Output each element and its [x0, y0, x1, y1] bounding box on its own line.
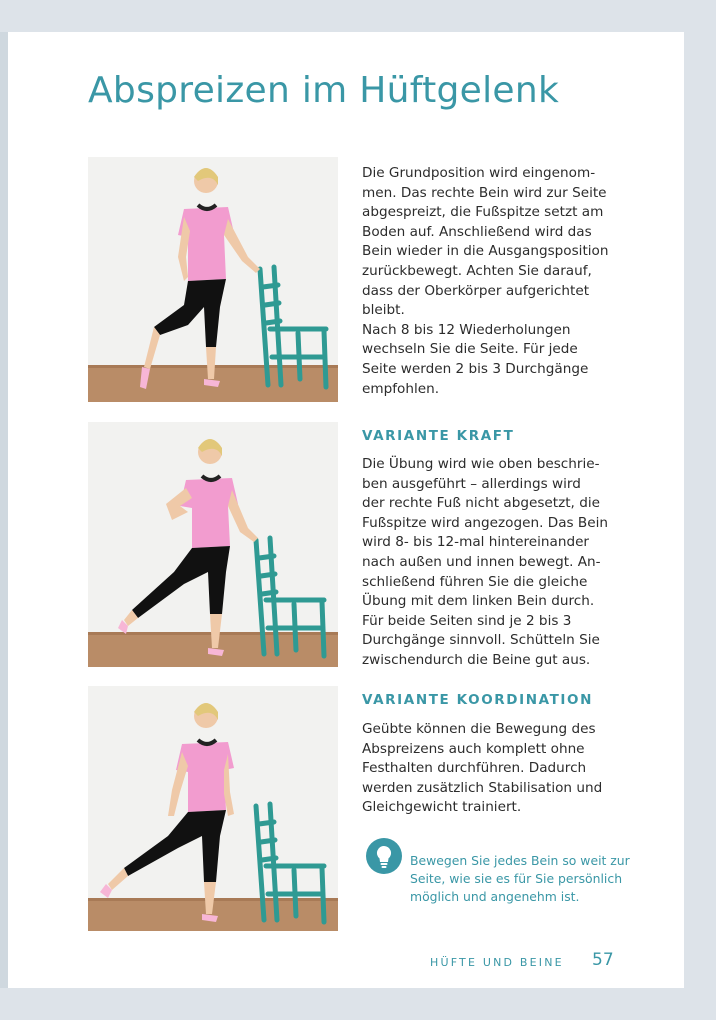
exercise-photo-kraft [88, 422, 338, 667]
koordination-text: Geübte können die Bewegung des Abspreizens auch komplett ohne Festhalten durchführen. Dadurch werden zusätzlich Stabilisation und Gleichgewicht trainiert. [362, 721, 603, 816]
exercise-photo-koordination [88, 686, 338, 931]
kraft-text: Die Übung wird wie oben beschrie- ben ausgeführt – allerdings wird der rechte Fuß nicht abgesetzt, die Fußspitze wird angezogen. Das Bein wird 8- bis 12-mal hintereinander nach außen und innen bewegt. An- schließend führen Sie die gleiche Übung mit dem linken Bein durch. Für beide Seiten sind je 2 bis 3 Durchgänge sinnvoll. Schütteln Sie zwischendurch die Beine gut aus. [362, 456, 609, 668]
page-number: 57 [592, 950, 614, 970]
intro-text: Die Grundposition wird eingenom- men. Das rechte Bein wird zur Seite abgespreizt, die Fußspitze setzt am Boden auf. Anschließend wird das Bein wieder in die Ausgangsposition zurückbewegt. Achten Sie darauf, dass der Oberkörper aufgerichtet bleibt. Nach 8 bis 12 Wiederholungen wechseln Sie die Seite. Für jede Seite werden 2 bis 3 Durchgänge empfohlen. [362, 165, 609, 397]
footer-section-label: HÜFTE UND BEINE [430, 956, 564, 969]
lightbulb-icon [366, 838, 402, 874]
heading-variante-koordination: VARIANTE KOORDINATION [362, 692, 594, 708]
tip-text: Bewegen Sie jedes Bein so weit zur Seite, wie sie es für Sie persönlich möglich und angenehm ist. [410, 853, 630, 904]
exercise-photo-basic [88, 157, 338, 402]
page-title: Abspreizen im Hüftgelenk [88, 70, 560, 111]
heading-variante-kraft: VARIANTE KRAFT [362, 428, 515, 444]
page-edge [0, 32, 8, 988]
